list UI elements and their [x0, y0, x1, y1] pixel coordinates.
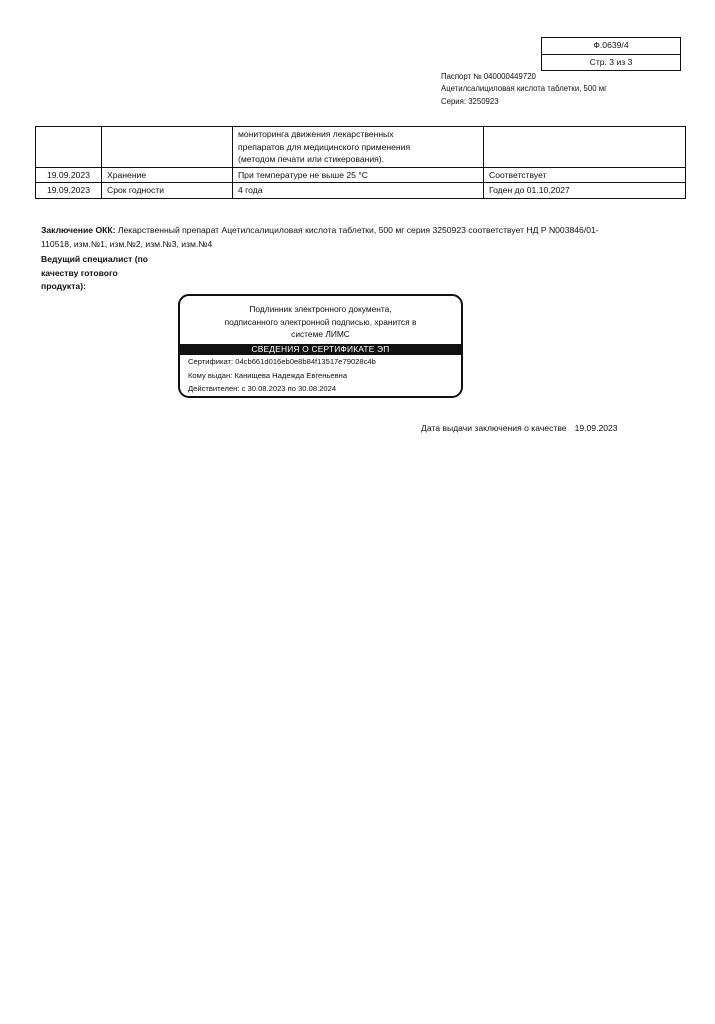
- row-name: [102, 127, 233, 168]
- specialist-label: Ведущий специалист (по качеству готового продукта):: [41, 254, 149, 291]
- stamp-header: [180, 296, 461, 344]
- requirement-line: мониторинга движения лекарственных: [238, 129, 394, 139]
- row-requirement: [233, 127, 484, 168]
- issue-date-line: [421, 423, 618, 433]
- passport-number: Паспорт № 040000449720: [441, 72, 536, 81]
- validity-row: [180, 382, 461, 396]
- conclusion-text: Лекарственный препарат Ацетилсалициловая кислота таблетки, 500 мг серия 3250923 соответствует НД Р N003846/01-110518, изм.№1, изм.№2, изм.№3, изм.№4: [41, 225, 599, 249]
- qc-conclusion: [41, 223, 601, 251]
- validity-label: Действителен:: [188, 384, 240, 393]
- form-code-box: [541, 37, 681, 71]
- row-result: Соответствует: [484, 167, 686, 183]
- results-table: [35, 126, 686, 199]
- row-date: 19.09.2023: [36, 183, 102, 199]
- issue-date-label: Дата выдачи заключения о качестве: [421, 423, 567, 433]
- stamp-header-line: подписанного электронной подписью, хранится в: [224, 316, 417, 327]
- requirement-line: препаратов для медицинского применения: [238, 141, 411, 152]
- conclusion-label: Заключение ОКК:: [41, 225, 116, 235]
- certificate-label: Сертификат:: [188, 357, 234, 366]
- form-code: Ф.0639/4: [593, 40, 629, 50]
- row-requirement: [233, 183, 484, 199]
- certificate-info-bar: СВЕДЕНИЯ О СЕРТИФИКАТЕ ЭП: [180, 344, 461, 355]
- row-name: Срок годности: [102, 183, 233, 199]
- certificate-value: 04cb661d016eb0e8b84f13517e79028c4b: [235, 357, 376, 366]
- stamp-header-line: системе ЛИМС: [291, 329, 350, 339]
- issued-to-value: Канищева Надежда Евгеньевна: [234, 370, 348, 380]
- table-row: [36, 183, 686, 199]
- row-date: [36, 127, 102, 168]
- requirement-line: При температуре не выше 25 °С: [238, 169, 368, 180]
- passport-product: Ацетилсалициловая кислота таблетки, 500 мг: [441, 84, 607, 94]
- page-counter: Стр. 3 из 3: [542, 54, 680, 70]
- row-name: Хранение: [102, 167, 233, 183]
- row-date: 19.09.2023: [36, 167, 102, 183]
- passport-series: Серия: 3250923: [441, 96, 499, 106]
- row-result: [484, 127, 686, 168]
- validity-value: с 30.08.2023 по 30.08.2024: [241, 384, 337, 393]
- row-result: Годен до 01.10.2027: [484, 183, 686, 199]
- issued-to-label: Кому выдан:: [188, 370, 233, 380]
- stamp-header-line: Подлинник электронного документа,: [249, 304, 392, 314]
- issued-to-row: [180, 369, 461, 383]
- requirement-line: 4 года: [238, 185, 263, 195]
- passport-header: [441, 71, 607, 108]
- certificate-row: [180, 355, 461, 369]
- table-row: [36, 127, 686, 168]
- table-row: [36, 167, 686, 183]
- e-signature-stamp: [178, 294, 463, 398]
- row-requirement: [233, 167, 484, 183]
- requirement-line: (методом печати или стикерования).: [238, 154, 385, 164]
- issue-date-value: 19.09.2023: [574, 423, 618, 433]
